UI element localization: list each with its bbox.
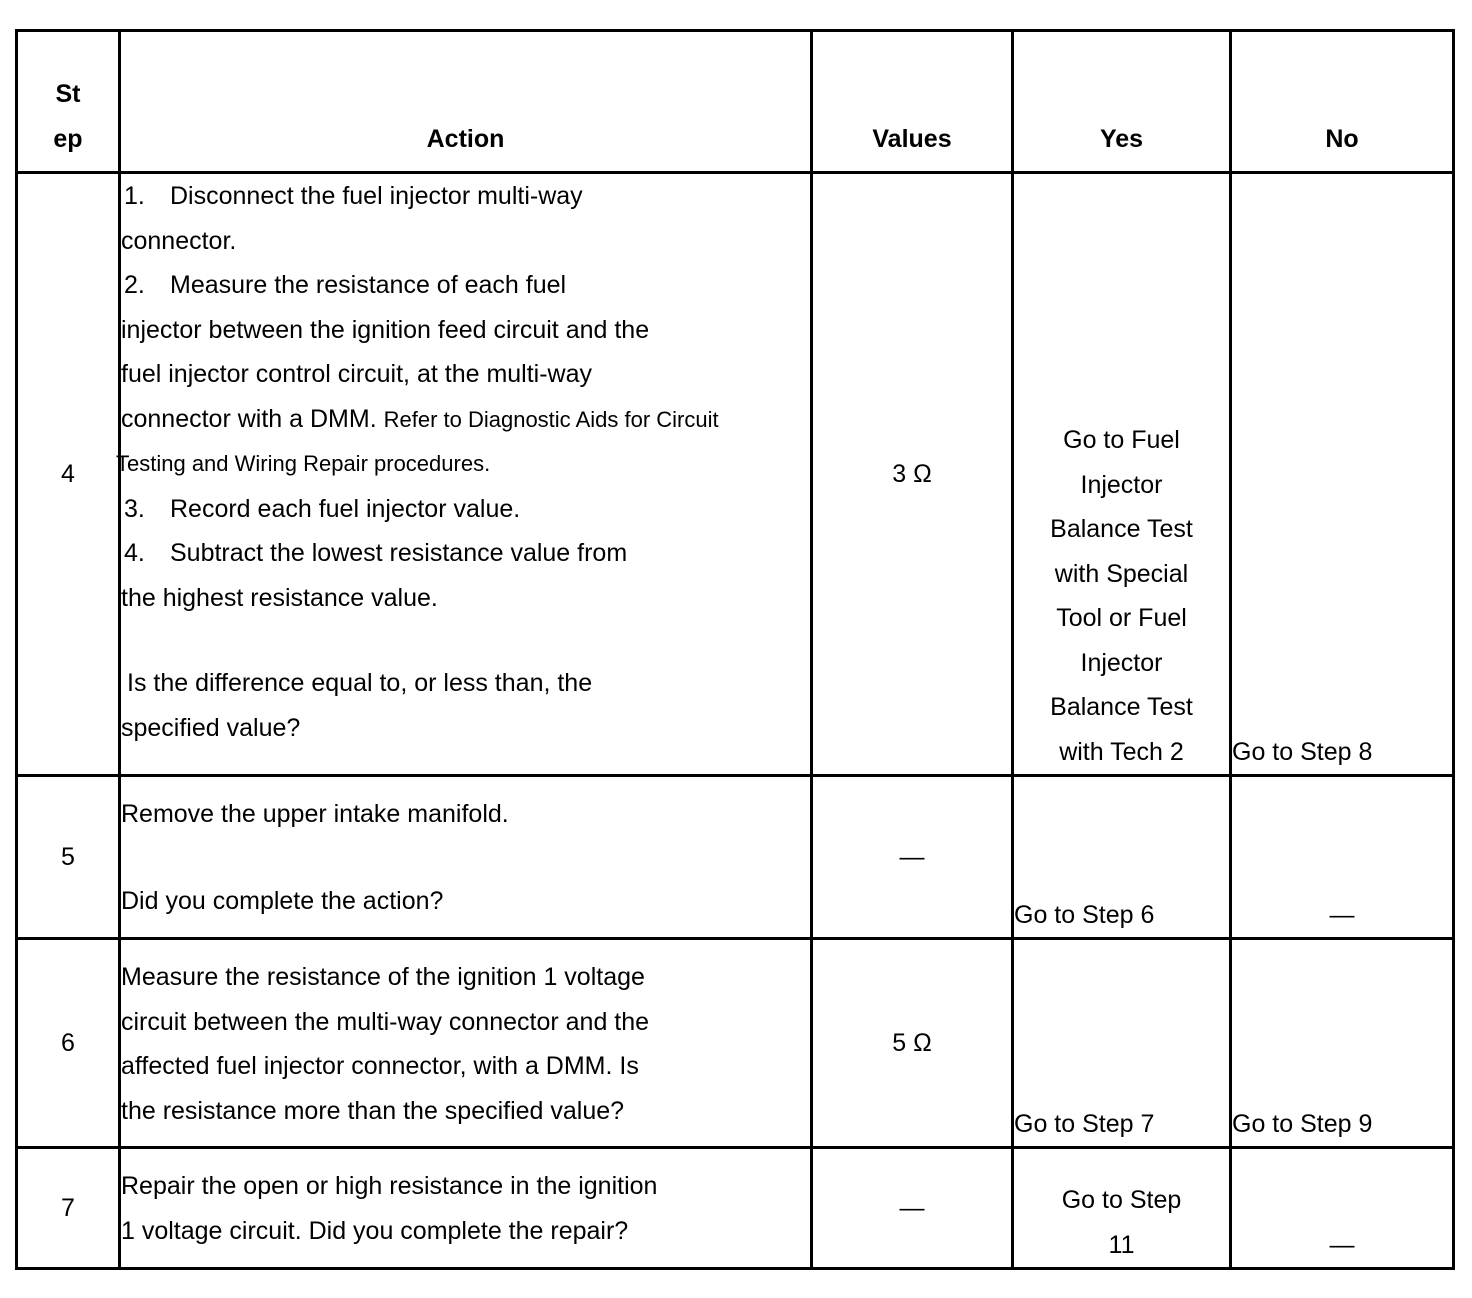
- step-number: 7: [17, 1148, 120, 1269]
- header-no: No: [1231, 31, 1454, 173]
- yes-line: Tool or Fuel: [1056, 604, 1187, 632]
- yes-line: Injector: [1080, 470, 1163, 499]
- yes-cell: Go to Step 6: [1013, 776, 1231, 939]
- header-step-line1: St: [55, 80, 81, 108]
- action-line: connector with a DMM. Refer to Diagnostic Aids for Circuit: [121, 404, 719, 433]
- yes-line: Go to Step: [1061, 1186, 1182, 1214]
- action-text: [120, 1148, 812, 1269]
- step-number: 6: [17, 939, 120, 1148]
- yes-cell: Go to Step 7: [1013, 939, 1231, 1148]
- action-line: 3. Record each fuel injector value.: [124, 494, 521, 523]
- value-cell: —: [812, 1148, 1013, 1269]
- table-row: [17, 776, 1454, 939]
- yes-line: Injector: [1080, 648, 1163, 677]
- header-step: [17, 31, 120, 173]
- action-line: Repair the open or high resistance in the ignition: [121, 1172, 658, 1200]
- value-cell: —: [812, 776, 1013, 939]
- yes-line: with Tech 2: [1059, 737, 1184, 766]
- yes-line: Balance Test: [1050, 515, 1193, 543]
- action-line: affected fuel injector connector, with a DMM. Is: [121, 1052, 639, 1080]
- action-line: connector.: [121, 226, 237, 255]
- yes-line: 11: [1108, 1230, 1135, 1259]
- action-question: Is the difference equal to, or less than, the: [127, 669, 593, 697]
- yes-line: Go to Fuel: [1063, 426, 1180, 454]
- action-line: the resistance more than the specified value?: [121, 1096, 625, 1125]
- yes-cell: [1013, 1148, 1231, 1269]
- value-cell: 3 Ω: [812, 173, 1013, 776]
- action-question: specified value?: [121, 713, 301, 742]
- action-line: 1. Disconnect the fuel injector multi-way: [124, 182, 583, 210]
- action-line: 4. Subtract the lowest resistance value from: [124, 539, 628, 567]
- action-text: [120, 939, 812, 1148]
- no-cell: Go to Step 8: [1231, 173, 1454, 776]
- no-cell: —: [1231, 1148, 1454, 1269]
- spacer: [121, 620, 810, 661]
- header-row: [17, 31, 1454, 173]
- yes-line: Balance Test: [1050, 693, 1193, 721]
- action-line: Measure the resistance of the ignition 1 voltage: [121, 963, 645, 991]
- spacer: [121, 837, 810, 879]
- action-line: fuel injector control circuit, at the multi-way: [121, 360, 593, 388]
- header-values: Values: [812, 31, 1013, 173]
- action-line: the highest resistance value.: [121, 583, 438, 612]
- action-question: Did you complete the action?: [121, 886, 444, 915]
- header-step-line2: ep: [53, 124, 83, 153]
- action-line: injector between the ignition feed circuit and the: [121, 315, 650, 344]
- diagnostic-table: [15, 29, 1455, 1270]
- no-cell: —: [1231, 776, 1454, 939]
- step-number: 5: [17, 776, 120, 939]
- table-row: [17, 939, 1454, 1148]
- yes-line: with Special: [1054, 559, 1189, 588]
- header-action: Action: [120, 31, 812, 173]
- action-text: [120, 776, 812, 939]
- no-cell: Go to Step 9: [1231, 939, 1454, 1148]
- yes-cell: [1013, 173, 1231, 776]
- step-number: 4: [17, 173, 120, 776]
- action-line: circuit between the multi-way connector and the: [121, 1007, 650, 1036]
- action-line: Remove the upper intake manifold.: [121, 800, 509, 828]
- table-row: [17, 173, 1454, 776]
- action-line: 1 voltage circuit. Did you complete the repair?: [121, 1216, 629, 1245]
- action-line: Testing and Wiring Repair procedures.: [116, 451, 491, 476]
- value-cell: 5 Ω: [812, 939, 1013, 1148]
- header-yes: Yes: [1013, 31, 1231, 173]
- action-text: [116, 173, 812, 776]
- table-row: [17, 1148, 1454, 1269]
- action-line: 2. Measure the resistance of each fuel: [124, 271, 567, 299]
